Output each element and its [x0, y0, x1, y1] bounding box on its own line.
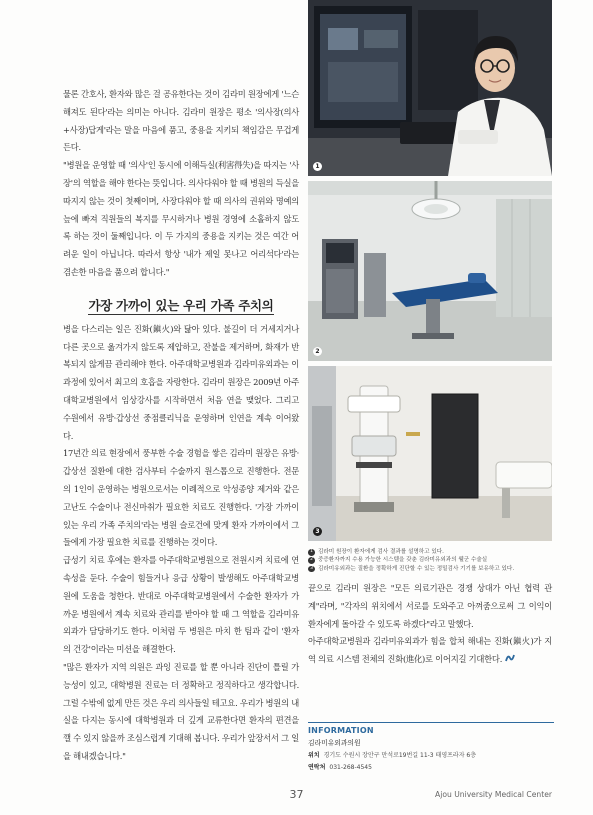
- body-paragraph: 물론 간호사, 환자와 많은 걸 공유한다는 것이 김라미 원장에게 '느슨해져도 된다'라는 의미는 아니다. 김라미 원장은 평소 '의사장(의사+사장)답게'라는 말을 마음에 품고, 중용을 지키되 책임감은 무겁게 든다.: [63, 89, 299, 153]
- caption-item: [308, 565, 568, 573]
- closing-paragraph: [308, 633, 552, 669]
- photo-number-1: 1: [313, 162, 322, 171]
- body-paragraph: 17년간 의료 현장에서 풍부한 수술 경험을 쌓은 김라미 원장은 유방·갑상선 질환에 대한 검사부터 수술까지 원스톱으로 진행한다. 전문의 1인이 운영하는 병원으로서는 이례적으로 악성종양 제거와 같은 고난도 수술이나 전신마취가 필요한 치료도 진행한다. '가장 가까이 있는 우리 가족 주치의'라는 병원 슬로건에 맞게 환자 가까이에서 그들에게 가장 필요한 치료를 진행하는 것이다.: [63, 448, 299, 548]
- equipment-illustration: [308, 366, 552, 541]
- caption-number: 3: [308, 566, 315, 573]
- photo-number-2: 2: [313, 347, 322, 356]
- section-heading-text: 가장 가까이 있는 우리 가족 주치의: [88, 297, 274, 313]
- information-title: INFORMATION: [308, 726, 374, 735]
- clinic-phone: 031-268-4545: [329, 764, 372, 771]
- quote-paragraph: "많은 환자가 지역 의원은 과잉 진료를 할 뿐 아니라 진단이 틀릴 가능성이 있고, 대학병원 진료는 더 정확하고 정직하다고 생각합니다. 그럴 수밖에 없게 만든 것은 우리 의사들일 테고요. 우리가 병원의 내실을 다지는 동시에 대학병원과 더 깊게 교류한다면 환자의 편견을 깰 수 있지 않을까 조심스럽게 기대해 봅니다. 우리가 앞장서서 그 일을 해내겠습니다.": [63, 661, 299, 761]
- caption-item: [308, 556, 568, 564]
- caption-number: 1: [308, 549, 315, 556]
- caption-number: 2: [308, 557, 315, 564]
- page-number: 37: [289, 788, 304, 801]
- quote-paragraph: "병원을 운영할 때 '의사'인 동시에 이해득실(利害得失)을 따지는 '사장'의 역할을 해야 한다는 뜻입니다. 의사다워야 할 때 병원의 득실을 따지지 않는 것이 첫째이며, 사장다워야 할 때 의사의 권위와 명예의 늪에 빠져 직원들의 복지를 무시하거나 병원 경영에 소홀하지 않도록 하는 것이 둘째입니다. 이 두 가지의 중용을 지키는 것은 여간 어려운 일이 아닙니다. 따라서 항상 '내가 제일 못나고 어리석다'라는 겸손한 마음을 품으려 합니다.": [63, 160, 299, 277]
- clinic-phone-row: [308, 762, 554, 771]
- closing-text: 아주대학교병원과 김라미유외과가 힘을 합쳐 해내는 진화(鎭火)가 지역 의료 시스템 전체의 진화(進化)로 이어지길 기대한다.: [308, 636, 552, 665]
- caption-item: [308, 548, 568, 556]
- photo-diagnostic-equipment: [308, 366, 552, 541]
- photo-number-3: 3: [313, 527, 322, 536]
- clinic-name: 김라미유외과의원: [308, 739, 361, 747]
- left-column: [63, 86, 299, 766]
- body-paragraph: 병을 다스리는 일은 진화(鎭火)와 닮아 있다. 불길이 더 거세지거나 다른 곳으로 옮겨가지 않도록 제압하고, 잔불을 제거하며, 화재가 반복되지 않게끔 관리해야 한다. 아주대학교병원과 김라미유외과는 이 과정에 있어서 최고의 호흡을 자랑한다. 김라미 원장은 2009년 아주대학교병원에서 임상강사를 시작하면서 처음 연을 맺었다. 그리고 수원에서 유방·갑상선 중점클리닉을 운영하며 인연을 계속 이어왔다.: [63, 323, 299, 441]
- operating-room-illustration: [308, 181, 552, 361]
- article-end-icon: [505, 653, 515, 663]
- right-column-text: [308, 580, 552, 669]
- caption-text: 중증환자까지 수용 가능한 시스템을 갖춘 김라미유외과의 웰군 수술실: [318, 557, 488, 564]
- phone-label: 연락처: [308, 764, 326, 771]
- photo-captions: [308, 548, 568, 573]
- clinic-address: 경기도 수원시 장안구 만석로19번길 11-3 태영프라자 6층: [323, 752, 477, 759]
- photo-operating-room: [308, 181, 552, 361]
- footer-organization: Ajou University Medical Center: [435, 790, 552, 799]
- caption-text: 김라미유외과는 질환을 정확하게 진단할 수 있는 정밀검사 기기를 보유하고 있다.: [318, 565, 515, 572]
- photo-doctor-consultation: [308, 0, 552, 176]
- information-box: [308, 722, 554, 771]
- clinic-address-row: [308, 750, 554, 759]
- caption-text: 김라미 원장이 환자에게 검사 결과를 설명하고 있다.: [318, 549, 444, 555]
- doctor-photo-illustration: [308, 0, 552, 176]
- body-paragraph: 끝으로 김라미 원장은 "모든 의료기관은 경쟁 상대가 아닌 협력 관계"라며, "각자의 위치에서 서로를 도와주고 아껴줌으로써 그 이익이 환자에게 돌아갈 수 있도록 하겠다"라고 말했다.: [308, 583, 552, 629]
- body-paragraph: 급성기 치료 후에는 환자를 아주대학교병원으로 전원시켜 치료에 연속성을 둔다. 수술이 힘들거나 응급 상황이 발생해도 아주대학교병원에 도움을 청한다. 반대로 아주대학교병원에서 수술한 환자가 가까운 병원에서 계속 치료와 관리를 받아야 할 때 그 역할을 김라미유외과가 담당하기도 한다. 이처럼 두 병원은 마치 한 팀과 같이 '환자의 건강'이라는 미션을 해결한다.: [63, 555, 299, 655]
- address-label: 위치: [308, 752, 320, 759]
- section-heading: [63, 296, 299, 314]
